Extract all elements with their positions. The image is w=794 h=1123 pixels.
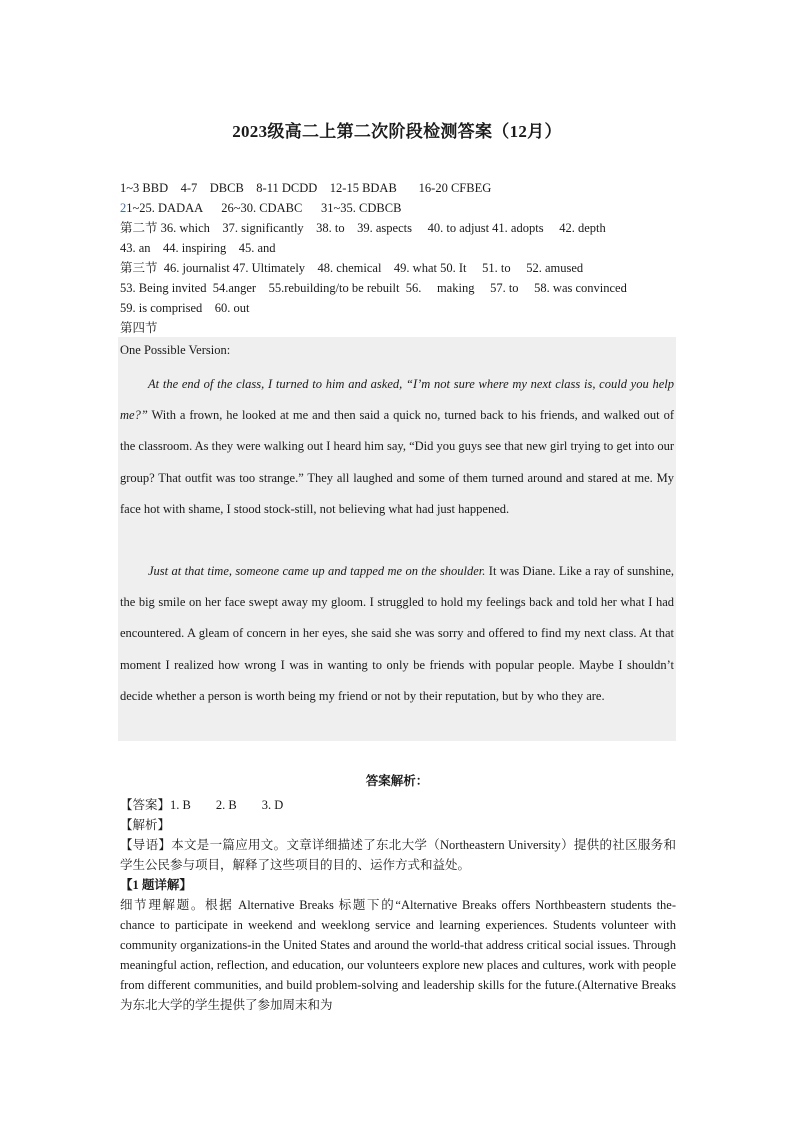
answer-key-line-5: 第三节 46. journalist 47. Ultimately 48. chemical 49. what 50. It 51. to 52. amused	[120, 261, 584, 275]
answer-key-line-2-rest: 1~25. DADAA 26~30. CDABC 31~35. CDBCB	[126, 201, 402, 215]
answer-key-line-3: 第二节 36. which 37. significantly 38. to 39. aspects 40. to adjust 41. adopts 42. depth	[120, 221, 606, 235]
answer-key-line-1: 1~3 BBD 4-7 DBCB 8-11 DCDD 12-15 BDAB 16-20 CFBEG	[120, 181, 492, 195]
analysis-heading: 答案解析：	[365, 774, 429, 788]
answer-key-line-2-first: 2	[120, 201, 127, 215]
intro-paragraph	[120, 835, 676, 875]
answer-key-line-2	[120, 198, 680, 218]
essay-paragraph-1-lead: At the end of the class, I turned to him and asked, “I’m not sure where my next class is, could you help me?”	[120, 377, 674, 423]
answer-key-line-6: 53. Being invited 54.anger 55.rebuilding/to be rebuilt 56. making 57. to 58. was convinced	[120, 281, 627, 295]
answer-key	[120, 178, 680, 338]
essay-label: One Possible Version:	[120, 343, 231, 357]
answer-values: 1. B 2. B 3. D	[170, 798, 284, 812]
answer-label: 【答案】	[120, 798, 171, 812]
answer-row	[120, 795, 676, 815]
answer-key-line-4: 43. an 44. inspiring 45. and	[120, 241, 276, 255]
sample-essay-box	[118, 337, 676, 741]
essay-paragraph-2-lead: Just at that time, someone came up and tapped me on the shoulder.	[148, 564, 486, 578]
question-1-label: 【1 题详解】	[120, 878, 192, 892]
analysis-label: 【解析】	[120, 818, 171, 832]
section-four-heading: 第四节	[120, 321, 158, 335]
essay-paragraph-1-body: With a frown, he looked at me and then said a quick no, turned back to his friends, and walked out of the classroom. As they were walking out I heard him say, “Did you guys see that new girl trying to get into our group? That outfit was too strange.” They all laughed and some of them turned around and stared at me. My face hot with shame, I stood stock-still, not believing what had just happened.	[120, 408, 674, 516]
question-1-explanation: 细节理解题。根据 Alternative Breaks 标题下的“Alternative Breaks offers Northbeastern students the-chance to participate in weekend and weeklong service and learning experiences. Students volunteer with community organizations-in the United States and around the world-that address critical social issues. Through meaningful action, reflection, and education, our volunteers explore new places and cultures, work with people from different communities, and build problem-solving and leadership skills for the future.(Alternative Breaks 为东北大学的学生提供了参加周末和为	[120, 898, 676, 1012]
essay-paragraph-1	[120, 369, 674, 525]
essay-paragraph-2	[120, 556, 674, 712]
intro-label: 【导语】	[120, 838, 172, 852]
intro-text: 本文是一篇应用文。文章详细描述了东北大学（Northeastern University）提供的社区服务和学生公民参与项目，解释了这些项目的目的、运作方式和益处。	[120, 838, 676, 872]
analysis-section	[120, 795, 676, 1015]
essay-paragraph-2-body: It was Diane. Like a ray of sunshine, the big smile on her face swept away my gloom. I struggled to hold my feelings back and told her what I had encountered. A gleam of concern in her eyes, she said she was sorry and offered to find my next class. At that moment I realized how wrong I was in wanting to only be friends with popular people. Maybe I shouldn’t decide whether a person is worth being my friend or not by their reputation, but by who they are.	[120, 564, 675, 703]
answer-key-line-7: 59. is comprised 60. out	[120, 301, 250, 315]
page-title: 2023级高二上第二次阶段检测答案（12月）	[232, 122, 562, 141]
